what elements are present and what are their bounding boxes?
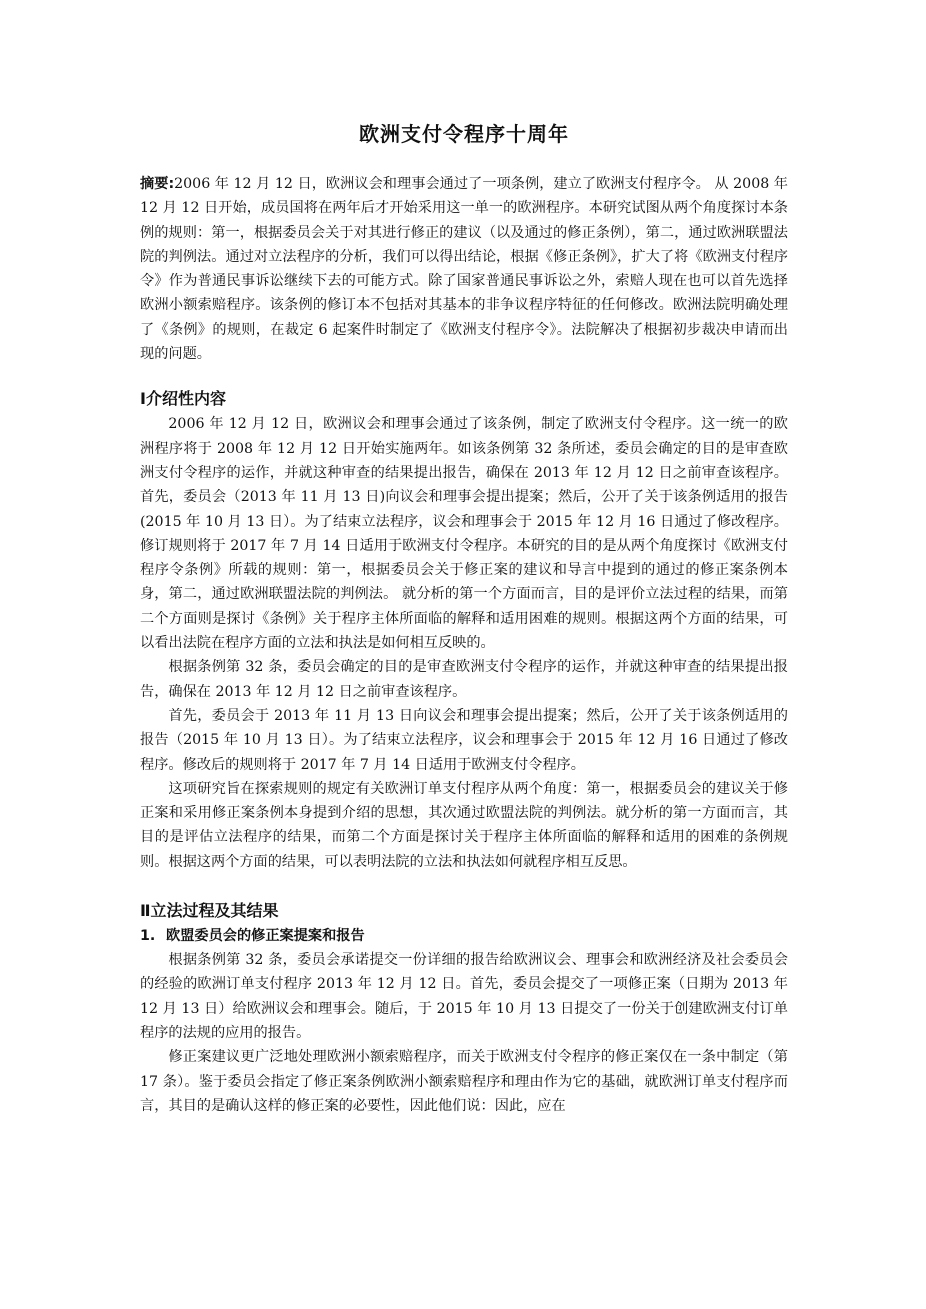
section-1-paragraph: 2006 年 12 月 12 日，欧洲议会和理事会通过了该条例，制定了欧洲支付令程序。这一统一的欧洲程序将于 2008 年 12 月 12 日开始实施两年。如该条例第 32 条所述，委员会确定的目的是审查欧洲支付令程序的运作，并就这种审查的结果提出报告，确保在 2013 年 12 月 12 日之前审查该程序。首先，委员会（2013 年 11 月 13 日)向议会和理事会提出提案；然后，公开了关于该条例适用的报告(2015 年 10 月 13 日）。为了结束立法程序，议会和理事会于 2015 年 12 月 16 日通过了修改程序。修订规则将于 2017 年 7 月 14 日适用于欧洲支付令程序。本研究的目的是从两个角度探讨《欧洲支付程序令条例》所载的规则：第一，根据委员会关于修正案的建议和导言中提到的通过的修正案条例本身，第二，通过欧洲联盟法院的判例法。 就分析的第一个方面而言，目的是评价立法过程的结果，而第二个方面则是探讨《条例》关于程序主体所面临的解释和适用困难的规则。根据这两个方面的结果，可以看出法院在程序方面的立法和执法是如何相互反映的。 [140,416,788,652]
subsection-1-paragraph: 修正案建议更广泛地处理欧洲小额索赔程序，而关于欧洲支付令程序的修正案仅在一条中制定（第 17 条）。鉴于委员会指定了修正案条例欧洲小额索赔程序和理由作为它的基础，就欧洲订单支付程序而言，其目的是确认这样的修正案的必要性，因此他们说：因此，应在 [140,1049,788,1114]
subsection-number: 1. [140,928,156,945]
abstract-paragraph [140,172,788,366]
section-1-paragraph: 这项研究旨在探索规则的规定有关欧洲订单支付程序从两个角度：第一，根据委员会的建议关于修正案和采用修正案条例本身提到介绍的思想，其次通过欧盟法院的判例法。就分析的第一方面而言，其目的是评估立法程序的结果，而第二个方面是探讨关于程序主体所面临的解释和适用的困难的条例规则。根据这两个方面的结果，可以表明法院的立法和执法如何就程序相互反思。 [140,780,788,870]
document-page [140,118,788,1118]
subsection-title: 欧盟委员会的修正案提案和报告 [166,928,365,945]
section-1-paragraph: 根据条例第 32 条，委员会确定的目的是审查欧洲支付令程序的运作，并就这种审查的结果提出报告，确保在 2013 年 12 月 12 日之前审查该程序。 [140,659,788,700]
subsection-1-heading [140,924,788,948]
section-1-heading: Ⅰ介绍性内容 [140,389,226,409]
section-2-heading: Ⅱ立法过程及其结果 [140,901,279,921]
abstract-label: 摘要: [140,176,175,192]
document-title: 欧洲支付令程序十周年 [359,122,569,146]
section-1-paragraph: 首先，委员会于 2013 年 11 月 13 日向议会和理事会提出提案；然后，公开了关于该条例适用的报告（2015 年 10 月 13 日）。为了结束立法程序，议会和理事会于 2015 年 12 月 16 日通过了修改程序。修改后的规则将于 2017 年 7 月 14 日适用于欧洲支付令程序。 [140,707,788,773]
abstract-text: 2006 年 12 月 12 日，欧洲议会和理事会通过了一项条例，建立了欧洲支付程序令。 从 2008 年 12 月 12 日开始，成员国将在两年后才开始采用这一单一的欧洲程序。本研究试图从两个角度探讨本条例的规则：第一，根据委员会关于对其进行修正的建议（以及通过的修正条例），第二，通过欧洲联盟法院的判例法。通过对立法程序的分析，我们可以得出结论，根据《修正条例》，扩大了将《欧洲支付程序令》作为普通民事诉讼继续下去的可能方式。除了国家普通民事诉讼之外，索赔人现在也可以首先选择欧洲小额索赔程序。该条例的修订本不包括对其基本的非争议程序特征的任何修改。欧洲法院明确处理了《条例》的规则，在裁定 6 起案件时制定了《欧洲支付程序令》。法院解决了根据初步裁决申请而出现的问题。 [140,176,788,363]
subsection-1-paragraph: 根据条例第 32 条，委员会承诺提交一份详细的报告给欧洲议会、理事会和欧洲经济及社会委员会的经验的欧洲订单支付程序 2013 年 12 月 12 日。首先，委员会提交了一项修正案（日期为 2013 年 12 月 13 日）给欧洲议会和理事会。随后，于 2015 年 10 月 13 日提交了一份关于创建欧洲支付订单程序的法规的应用的报告。 [140,952,788,1041]
